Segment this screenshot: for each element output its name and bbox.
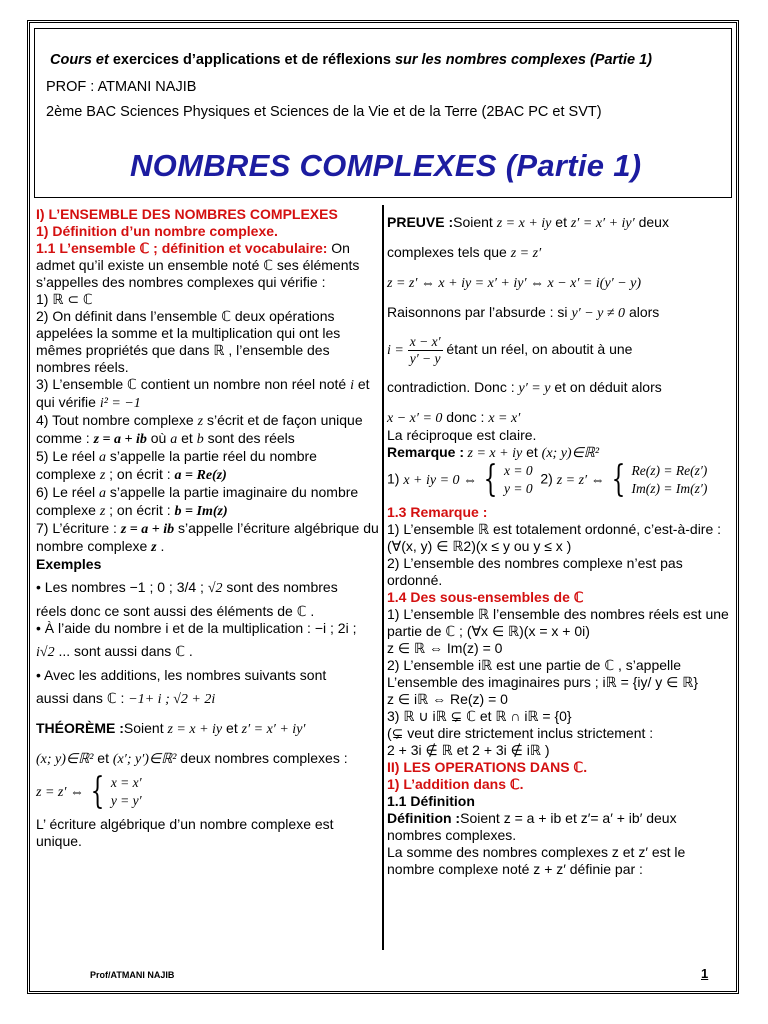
definition-cont: La somme des nombres complexes z et z′ est le nombre complexe noté z + z′ définie par : <box>387 844 686 877</box>
subsection-title: 1.4 Des sous-ensembles de ℂ <box>387 589 584 605</box>
section-title: II) LES OPERATIONS DANS ℂ. <box>387 759 588 775</box>
example-3: • Avec les additions, les nombres suivants sont <box>36 667 327 683</box>
subsection-title: 1.1 Définition <box>387 793 475 809</box>
definition: Définition :Soient z = a + ib et z′= a′ + ib′ deux nombres complexes. <box>387 810 677 843</box>
examples-title: Exemples <box>36 556 102 572</box>
list-item: 6) Le réel a s’appelle la partie imaginaire du nombre complexe z ; on écrit : b = Im(z) <box>36 484 359 519</box>
example-1: • Les nombres −1 ; 0 ; 3/4 ; √2 sont des nombres <box>36 579 338 596</box>
list-item: (⊊ veut dire strictement inclus strictement : <box>387 725 654 741</box>
proof-equation: z = z′ ⇔ x + iy = x′ + iy′ ⇔ x − x′ = i(y′ − y) <box>387 276 642 291</box>
example-1-cont: réels donc ce sont aussi des éléments de ℂ . <box>36 603 315 619</box>
list-item: 3) ℝ ∪ iℝ ⊊ ℂ et ℝ ∩ iℝ = {0} <box>387 708 572 724</box>
list-item: 5) Le réel a s’appelle la partie réel du nombre complexe z ; on écrit : a = Re(z) <box>36 448 317 483</box>
header-author: PROF : ATMANI NAJIB <box>46 79 197 95</box>
theorem-equation: z = z′ ⇔ { x = x′ y = y′ <box>36 771 142 812</box>
list-item: z ∈ iℝ ⇔ Re(z) = 0 <box>387 691 508 707</box>
theorem: THÉORÈME :Soient z = x + iy et z′ = x′ + iy′ <box>36 720 306 737</box>
page-title: NOMBRES COMPLEXES (Partie 1) <box>130 148 642 183</box>
header-level: 2ème BAC Sciences Physiques et Sciences de la Vie et de la Terre (2BAC PC et SVT) <box>46 104 602 120</box>
example-2-cont: i√2 ... sont aussi dans ℂ . <box>36 643 193 660</box>
theorem-conclusion: L’ écriture algébrique d’un nombre complexe est unique. <box>36 816 334 849</box>
list-item: 2 + 3i ∉ ℝ et 2 + 3i ∉ iℝ ) <box>387 742 550 758</box>
list-item: 1) L’ensemble ℝ est totalement ordonné, c’est-à-dire : (∀(x, y) ∈ ℝ2)(x ≤ y ou y ≤ x ) <box>387 521 722 554</box>
subsection-title: 1) Définition d’un nombre complexe. <box>36 223 278 239</box>
proof-contradiction: contradiction. Donc : y′ = y et on déduit alors <box>387 379 662 396</box>
proof: PREUVE :Soient z = x + iy et z′ = x′ + iy′ deux <box>387 214 669 231</box>
remark-systems: 1) x + iy = 0 ⇔ { x = 0 y = 0 2) z = z′ ⇔ { Re(z) = Re(z′) Im(z) = Im(z′) <box>387 459 708 500</box>
paragraph: 1.1 L’ensemble ℂ ; définition et vocabulaire: On admet qu’il existe un ensemble noté ℂ ses éléments s’appelles des nombres complexes qui vérifie : <box>36 240 360 290</box>
remark: Remarque : z = x + iy et (x; y)∈ℝ² <box>387 444 600 461</box>
proof-cont: complexes tels que z = z′ <box>387 244 542 261</box>
right-column <box>387 214 732 878</box>
list-item: 7) L’écriture : z = a + ib s’appelle l’écriture algébrique du nombre complexe z . <box>36 520 379 555</box>
list-item: 4) Tout nombre complexe z s’écrit et de façon unique comme : z = a + ib où a et b sont des réels <box>36 412 363 447</box>
proof-absurd: Raisonnons par l’absurde : si y′ − y ≠ 0 alors <box>387 304 660 321</box>
subsection-title: 1.3 Remarque : <box>387 504 488 520</box>
page-number: 1 <box>701 966 709 981</box>
list-item: 1) L’ensemble ℝ l’ensemble des nombres réels est une partie de ℂ ; (∀x ∈ ℝ)(x = x + 0i) <box>387 606 729 639</box>
list-item: 2) L’ensemble iℝ est une partie de ℂ , s’appelle L’ensemble des imaginaires purs ; iℝ = {iy/ y ∈ ℝ} <box>387 657 699 690</box>
proof-donc: x − x′ = 0 donc : x = x′ <box>387 409 521 426</box>
list-item: 3) L’ensemble ℂ contient un nombre non réel noté i et qui vérifie i² = −1 <box>36 376 370 411</box>
footer-author: Prof/ATMANI NAJIB <box>90 970 175 980</box>
theorem-cont: (x; y)∈ℝ² et (x′; y′)∈ℝ² deux nombres complexes : <box>36 750 348 767</box>
list-item: 2) L’ensemble des nombres complexe n’est pas ordonné. <box>387 555 683 588</box>
proof-fraction: i = $\frac{x - x'}{y' - y}$ étant un réel, on aboutit à une <box>387 334 633 366</box>
list-item: 2) On définit dans l’ensemble ℂ deux opérations appelées la somme et la multiplication qui ont les mêmes propriétés que dans ℝ , l’ensemble des nombres réels. <box>36 308 341 375</box>
list-item: z ∈ ℝ ⇔ Im(z) = 0 <box>387 640 503 656</box>
header-line-1: Cours et exercices d’applications et de réflexions sur les nombres complexes (Partie 1) <box>50 52 653 68</box>
example-3-cont: aussi dans ℂ : −1+ i ; √2 + 2i <box>36 690 216 707</box>
list-item: 1) ℝ ⊂ ℂ <box>36 291 93 307</box>
example-2: • À l’aide du nombre i et de la multiplication : −i ; 2i ; <box>36 620 357 636</box>
left-column <box>36 206 380 850</box>
subsection-title: 1) L’addition dans ℂ. <box>387 776 524 792</box>
proof-reciprocal: La réciproque est claire. <box>387 427 537 443</box>
column-divider <box>382 205 384 950</box>
section-title: I) L’ENSEMBLE DES NOMBRES COMPLEXES <box>36 206 338 222</box>
